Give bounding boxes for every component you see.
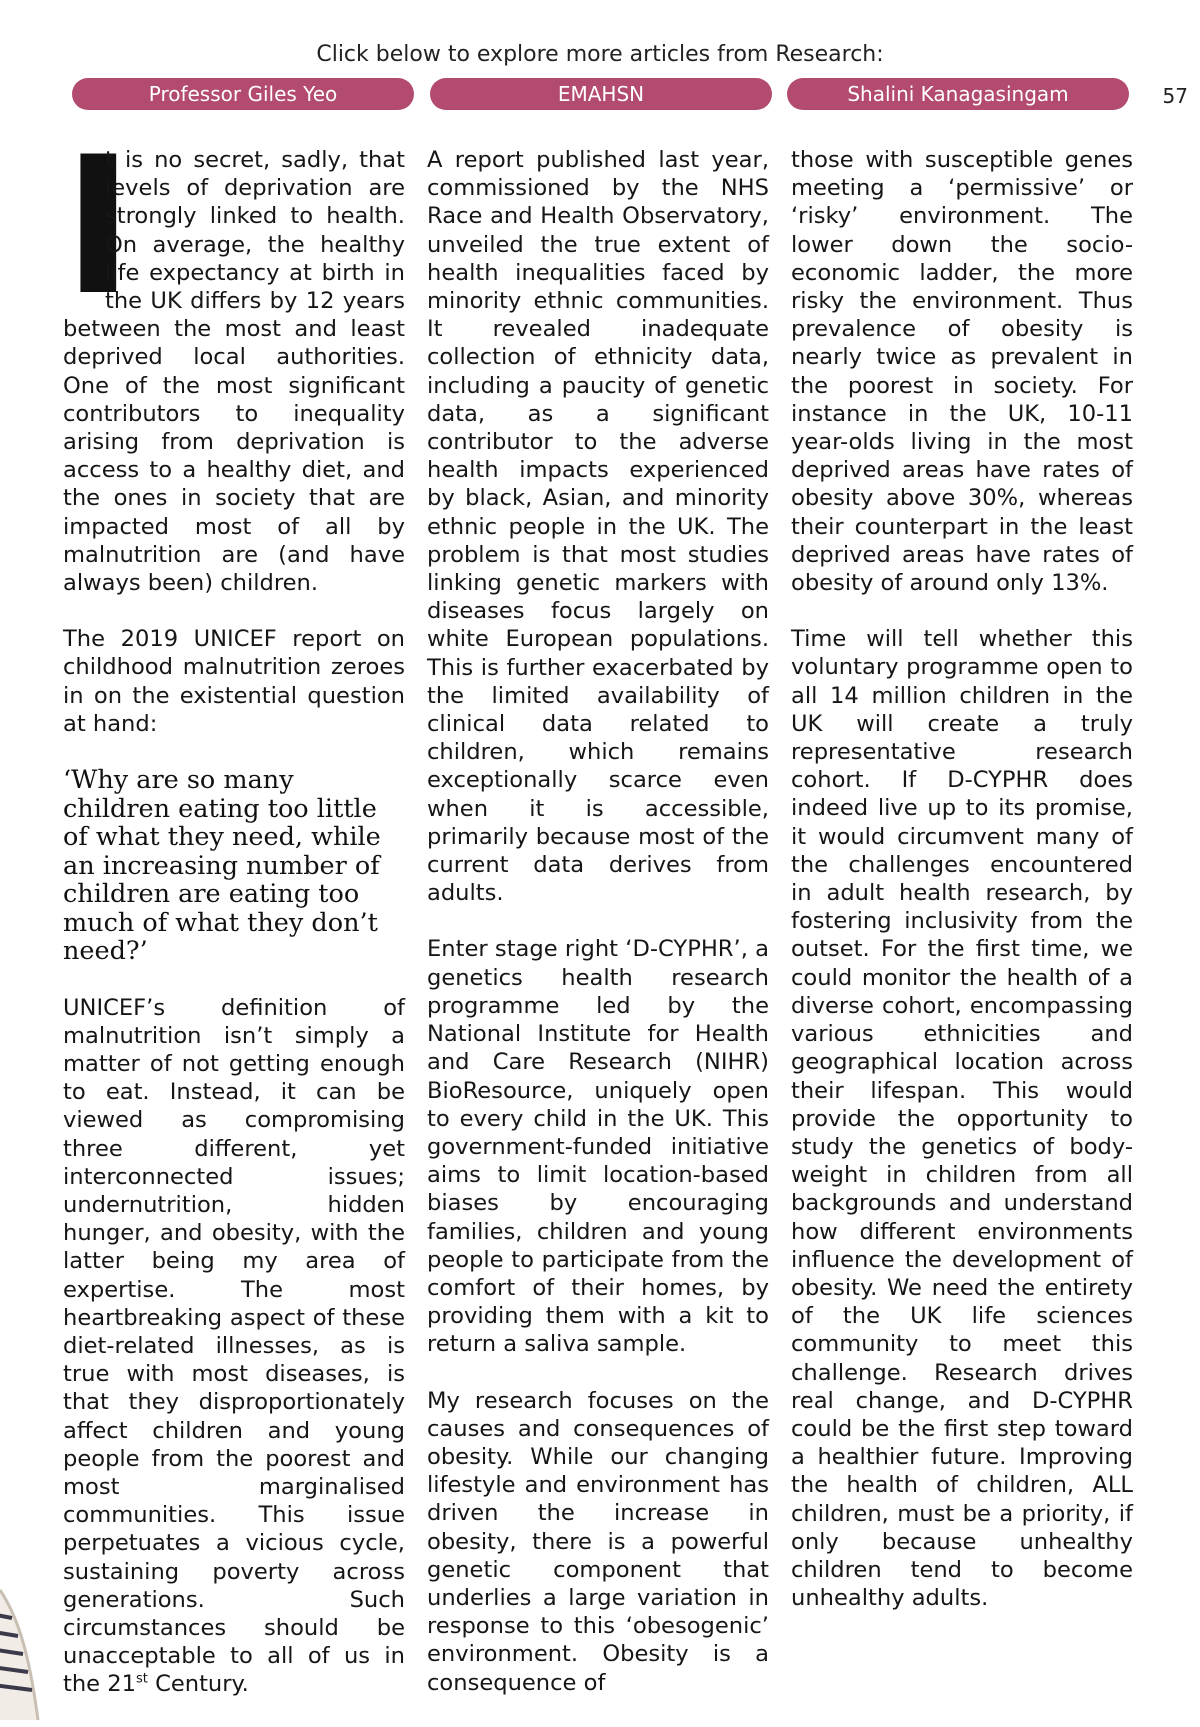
article-paragraph: Time will tell whether this voluntary programme open to all 14 million children in the UK will create a truly representative research cohort. If D-CYPHR does indeed live up to its promise, it would circumvent many of the challenges encountered in adult health research, by fostering inclusivity from the outset. For the first time, we could monitor the health of a diverse cohort, encompassing various ethnicities and geographical location across their lifespan. This would provide the opportunity to study the genetics of body-weight in children from all backgrounds and understand how different environments influence the development of obesity. We need the entirety of the UK life sciences community to meet this challenge. Research drives real change, and D-CYPHR could be the first step toward a healthier future. Improving the health of children, ALL children, must be a priority, if only because unhealthy children tend to become unhealthy adults. bbox=[791, 626, 1133, 1612]
article-column-1 bbox=[63, 116, 405, 1727]
paragraph-text: t is no secret, sadly, that levels of deprivation are strongly linked to health. On average, the healthy life expectancy at birth in the UK differs by 12 years between the most and least deprived local authorities. One of the most significant contributors to inequality arising from deprivation is access to a healthy diet, and the ones in society that are impacted most of all by malnutrition are (and have always been) children. bbox=[63, 147, 405, 597]
article-paragraph: those with susceptible genes meeting a ‘permissive’ or ‘risky’ environment. The lower down the socio-economic ladder, the more risky the environment. Thus prevalence of obesity is nearly twice as prevalent in the poorest in society. For instance in the UK, 10-11 year-olds living in the most deprived areas have rates of obesity above 30%, whereas their counterpart in the least deprived areas have rates of obesity of around only 13%. bbox=[791, 147, 1133, 597]
article-paragraph: A report published last year, commissioned by the NHS Race and Health Observatory, unveiled the true extent of health inequalities faced by minority ethnic communities. It revealed inadequate collection of ethnicity data, including a paucity of genetic data, as a significant contributor to the adverse health impacts experienced by black, Asian, and minority ethnic people in the UK. The problem is that most studies linking genetic markers with diseases focus largely on white European populations. This is further exacerbated by the limited availability of clinical data related to children, which remains exceptionally scarce even when it is accessible, primarily because most of the current data derives from adults. bbox=[427, 147, 769, 907]
pull-quote: ‘Why are so many children eating too little of what they need, while an increasing number of children are eating too much of what they don’t need?’ bbox=[63, 765, 381, 967]
article-paragraph: The 2019 UNICEF report on childhood malnutrition zeroes in on the existential question at hand: bbox=[63, 626, 405, 737]
article-paragraph: Enter stage right ‘D-CYPHR’, a genetics health research programme led by the National Institute for Health and Care Research (NIHR) BioResource, uniquely open to every child in the UK. This government-funded initiative aims to limit location-based biases by encouraging families, children and young people to participate from the comfort of their homes, by providing them with a kit to return a saliva sample. bbox=[427, 936, 769, 1358]
article-paragraph: My research focuses on the causes and consequences of obesity. While our changing lifestyle and environment has driven the increase in obesity, there is a powerful genetic component that underlies a large variation in response to this ‘obesogenic’ environment. Obesity is a consequence of bbox=[427, 1387, 769, 1696]
article-column-2 bbox=[427, 146, 769, 1725]
article-link-emahsn[interactable]: EMAHSN bbox=[430, 78, 772, 110]
superscript-ordinal: st bbox=[136, 1671, 148, 1687]
decorative-photo-crop bbox=[0, 1590, 80, 1720]
paragraph-text: UNICEF’s definition of malnutrition isn’t simply a matter of not getting enough to eat. Instead, it can be viewed as compromising three different, yet interconnected issues; undernutrition, hidden hunger, and obesity, with the latter being my area of expertise. The most heartbreaking aspect of these diet-related illnesses, as is true with most diseases, is that they disproportionately affect children and young people from the poorest and most marginalised communities. This issue perpetuates a vicious cycle, sustaining poverty across generations. Such circumstances should be unacceptable to all of us in the 21 bbox=[63, 994, 405, 1698]
striped-sleeve-illustration bbox=[0, 1590, 80, 1720]
nav-prompt: Click below to explore more articles from Research: bbox=[316, 42, 884, 67]
paragraph-text-end: Century. bbox=[147, 1671, 249, 1698]
page-number: 57 bbox=[1162, 84, 1188, 108]
article-link-giles-yeo[interactable]: Professor Giles Yeo bbox=[72, 78, 414, 110]
drop-cap: I bbox=[63, 116, 134, 337]
article-column-3 bbox=[791, 146, 1133, 1640]
article-paragraph bbox=[63, 116, 405, 597]
article-link-shalini-kanagasingam[interactable]: Shalini Kanagasingam bbox=[787, 78, 1129, 110]
article-paragraph bbox=[63, 994, 405, 1699]
